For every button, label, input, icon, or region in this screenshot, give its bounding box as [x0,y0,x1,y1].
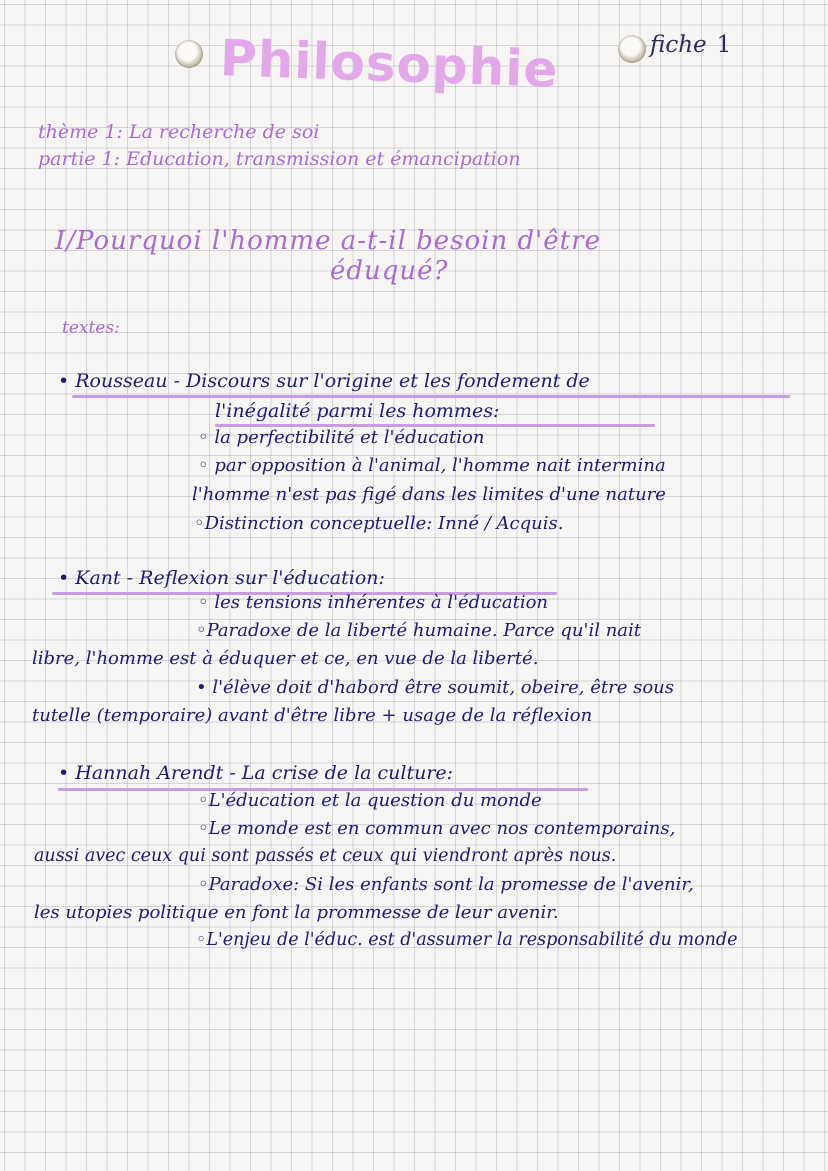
section-question-line1: I/Pourquoi l'homme a-t-il besoin d'être [55,226,601,256]
rousseau-line-1: ◦ la perfectibilité et l'éducation [198,427,485,448]
theme-line: thème 1: La recherche de soi [38,121,320,143]
fiche-label [650,32,731,58]
page-title: Philosophie [219,29,560,99]
arendt-line-2: ◦Le monde est en commun avec nos contemporains, [198,818,676,839]
punch-hole-left [175,40,203,68]
kant-line-2: ◦Paradoxe de la liberté humaine. Parce qu'il nait [196,620,642,641]
kant-line-5: tutelle (temporaire) avant d'être libre + usage de la réflexion [32,705,593,726]
rousseau-heading-line2: l'inégalité parmi les hommes: [215,400,500,422]
partie-line: partie 1: Education, transmission et émancipation [38,148,521,170]
arendt-line-5: les utopies politique en font la prommesse de leur avenir. [34,902,559,923]
textes-label: textes: [62,318,120,338]
kant-line-4: • l'élève doit d'habord être soumit, obeire, être sous [196,677,674,698]
arendt-line-3: aussi avec ceux qui sont passés et ceux qui viendront après nous. [34,846,617,866]
rousseau-line-3: l'homme n'est pas figé dans les limites d'une nature [192,484,666,505]
rousseau-underline [72,395,790,398]
arendt-line-4: ◦Paradoxe: Si les enfants sont la promesse de l'avenir, [198,874,694,895]
arendt-line-1: ◦L'éducation et la question du monde [198,790,542,811]
section-question-line2: éduqué? [330,256,449,286]
kant-line-1: ◦ les tensions inhérentes à l'éducation [198,592,549,613]
kant-line-3: libre, l'homme est à éduquer et ce, en vue de la liberté. [32,648,539,669]
arendt-line-6: ◦L'enjeu de l'éduc. est d'assumer la responsabilité du monde [196,930,738,950]
punch-hole-right [618,35,646,63]
kant-heading: • Kant - Reflexion sur l'éducation: [58,567,385,589]
rousseau-line-2: ◦ par opposition à l'animal, l'homme nait intermina [198,455,666,476]
arendt-heading: • Hannah Arendt - La crise de la culture: [58,762,454,784]
fiche-number: 1 [716,32,732,58]
rousseau-heading: • Rousseau - Discours sur l'origine et les fondement de [58,370,590,392]
fiche-word: fiche [650,32,707,58]
rousseau-line-4: ◦Distinction conceptuelle: Inné / Acquis. [194,513,564,534]
